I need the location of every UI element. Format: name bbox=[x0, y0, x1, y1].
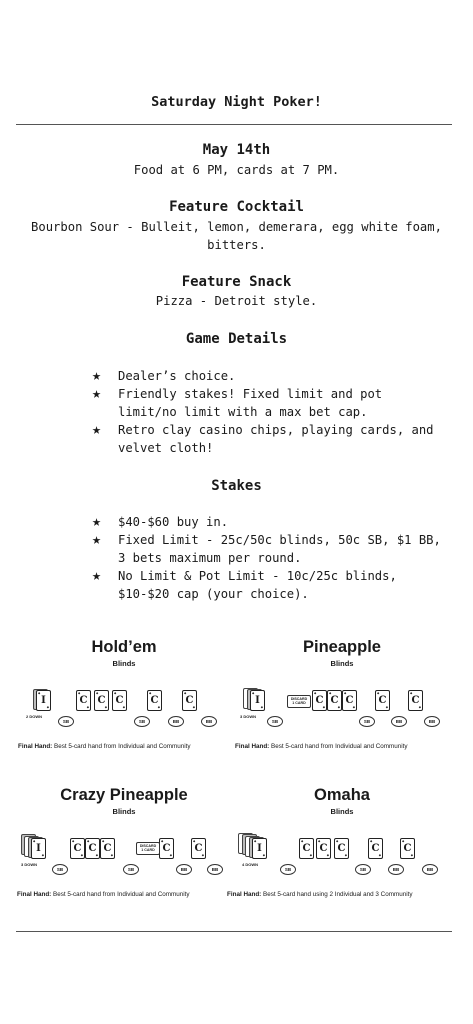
card-corner: ◆ bbox=[385, 705, 388, 709]
star-icon: ★ bbox=[92, 566, 102, 584]
community-card bbox=[400, 838, 415, 859]
star-icon: ★ bbox=[92, 530, 102, 548]
discard-line: DISCARD bbox=[290, 696, 308, 701]
cocktail-heading: Feature Cocktail bbox=[169, 199, 304, 215]
community-card bbox=[85, 838, 100, 859]
card-letter: C bbox=[79, 695, 88, 706]
card-corner: ◆ bbox=[336, 839, 339, 843]
game-name: Pineapple bbox=[303, 638, 381, 656]
community-card bbox=[191, 838, 206, 859]
down-count-label: 4 DOWN bbox=[242, 862, 258, 867]
star-icon: ★ bbox=[92, 512, 102, 530]
card-corner: ◆ bbox=[318, 839, 321, 843]
card-letter: C bbox=[337, 843, 346, 854]
game-details-list bbox=[92, 367, 447, 457]
cocktail-text: Bourbon Sour - Bulleit, lemon, demerara, egg white foam, bitters. bbox=[31, 220, 442, 252]
stakes-heading: Stakes bbox=[211, 478, 262, 494]
individual-card bbox=[36, 690, 51, 711]
down-count-label: 2 DOWN bbox=[26, 714, 42, 719]
card-corner: ◆ bbox=[86, 705, 89, 709]
card-letter: I bbox=[255, 695, 260, 706]
community-card bbox=[408, 690, 423, 711]
card-corner: ◆ bbox=[96, 691, 99, 695]
card-letter: C bbox=[302, 843, 311, 854]
card-corner: ◆ bbox=[252, 691, 255, 695]
final-hand-desc: Best 5-card hand from Individual and Community bbox=[54, 743, 191, 750]
list-item: ★ $40-$60 buy in. bbox=[92, 512, 229, 530]
small-blind-chip: SB bbox=[52, 864, 68, 875]
discard-badge bbox=[287, 695, 311, 708]
card-corner: ◆ bbox=[344, 853, 347, 857]
card-corner: ◆ bbox=[122, 705, 125, 709]
small-blind-chip: SB bbox=[267, 716, 283, 727]
page-title: Saturday Night Poker! bbox=[151, 94, 322, 110]
down-count-label: 3 DOWN bbox=[21, 862, 37, 867]
card-corner: ◆ bbox=[184, 691, 187, 695]
final-hand-label: Final Hand: bbox=[227, 891, 262, 898]
card-corner: ◆ bbox=[418, 705, 421, 709]
community-card bbox=[334, 838, 349, 859]
card-corner: ◆ bbox=[157, 705, 160, 709]
blinds-label: Blinds bbox=[112, 659, 136, 668]
blinds-label: Blinds bbox=[330, 807, 354, 816]
community-card bbox=[76, 690, 91, 711]
snack-text: Pizza - Detroit style. bbox=[155, 294, 318, 308]
individual-card bbox=[250, 690, 265, 711]
card-corner: ◆ bbox=[192, 705, 195, 709]
final-hand-text bbox=[227, 891, 452, 898]
card-corner: ◆ bbox=[41, 853, 44, 857]
small-blind-chip: SB bbox=[123, 864, 139, 875]
card-corner: ◆ bbox=[102, 839, 105, 843]
card-letter: C bbox=[315, 695, 324, 706]
community-card bbox=[100, 838, 115, 859]
final-hand-label: Final Hand: bbox=[18, 743, 53, 750]
card-corner: ◆ bbox=[78, 691, 81, 695]
blinds-label: Blinds bbox=[330, 659, 354, 668]
card-corner: ◆ bbox=[329, 691, 332, 695]
card-letter: C bbox=[162, 843, 171, 854]
list-item: ★ Dealer’s choice. bbox=[92, 366, 236, 384]
final-hand-label: Final Hand: bbox=[17, 891, 52, 898]
card-corner: ◆ bbox=[169, 853, 172, 857]
small-blind-chip: SB bbox=[280, 864, 296, 875]
stakes-list bbox=[92, 513, 447, 603]
community-card bbox=[312, 690, 327, 711]
card-corner: ◆ bbox=[410, 853, 413, 857]
card-corner: ◆ bbox=[149, 691, 152, 695]
final-hand-text bbox=[18, 743, 243, 750]
card-corner: ◆ bbox=[262, 853, 265, 857]
card-corner: ◆ bbox=[309, 853, 312, 857]
big-blind-chip: BB bbox=[424, 716, 440, 727]
individual-card bbox=[31, 838, 46, 859]
card-corner: ◆ bbox=[402, 839, 405, 843]
card-corner: ◆ bbox=[114, 691, 117, 695]
community-card bbox=[182, 690, 197, 711]
card-corner: ◆ bbox=[370, 839, 373, 843]
game-name: Crazy Pineapple bbox=[60, 786, 188, 804]
community-card bbox=[368, 838, 383, 859]
card-corner: ◆ bbox=[410, 691, 413, 695]
big-blind-chip: BB bbox=[168, 716, 184, 727]
game-omaha bbox=[227, 786, 452, 898]
discard-line: 1 CARD bbox=[292, 700, 306, 705]
card-letter: I bbox=[41, 695, 46, 706]
star-icon: ★ bbox=[92, 366, 102, 384]
card-corner: ◆ bbox=[378, 853, 381, 857]
individual-card bbox=[252, 838, 267, 859]
community-card bbox=[316, 838, 331, 859]
game-details-heading: Game Details bbox=[185, 331, 288, 347]
card-letter: C bbox=[88, 843, 97, 854]
small-blind-chip: SB bbox=[359, 716, 375, 727]
big-blind-chip: BB bbox=[176, 864, 192, 875]
community-card bbox=[94, 690, 109, 711]
down-count-label: 3 DOWN bbox=[240, 714, 256, 719]
date-text: Food at 6 PM, cards at 7 PM. bbox=[133, 163, 340, 177]
card-letter: C bbox=[411, 695, 420, 706]
final-hand-desc: Best 5-card hand from Individual and Community bbox=[53, 891, 190, 898]
star-icon: ★ bbox=[92, 384, 102, 402]
card-corner: ◆ bbox=[322, 705, 325, 709]
top-divider bbox=[16, 124, 452, 125]
discard-badge bbox=[136, 842, 160, 855]
card-corner: ◆ bbox=[201, 853, 204, 857]
card-corner: ◆ bbox=[33, 839, 36, 843]
discard-line: DISCARD bbox=[139, 843, 157, 848]
card-letter: C bbox=[97, 695, 106, 706]
small-blind-chip: SB bbox=[134, 716, 150, 727]
date-heading: May 14th bbox=[202, 142, 271, 158]
card-corner: ◆ bbox=[46, 705, 49, 709]
card-letter: C bbox=[378, 695, 387, 706]
community-card bbox=[327, 690, 342, 711]
card-corner: ◆ bbox=[260, 705, 263, 709]
final-hand-text bbox=[17, 891, 242, 898]
game-pineapple bbox=[232, 638, 452, 748]
discard-line: 1 CARD bbox=[141, 847, 155, 852]
card-corner: ◆ bbox=[87, 839, 90, 843]
card-corner: ◆ bbox=[352, 705, 355, 709]
game-holdem bbox=[14, 638, 234, 748]
final-hand-desc: Best 5-card hand using 2 Individual and 3 Community bbox=[263, 891, 413, 898]
card-letter: C bbox=[115, 695, 124, 706]
big-blind-chip: BB bbox=[422, 864, 438, 875]
game-crazy-pineapple bbox=[14, 786, 234, 896]
card-corner: ◆ bbox=[254, 839, 257, 843]
community-card bbox=[342, 690, 357, 711]
card-letter: C bbox=[319, 843, 328, 854]
final-hand-text bbox=[235, 743, 460, 750]
card-corner: ◆ bbox=[38, 691, 41, 695]
card-corner: ◆ bbox=[72, 839, 75, 843]
community-card bbox=[159, 838, 174, 859]
list-item: ★ Retro clay casino chips, playing cards, and velvet cloth! bbox=[92, 420, 434, 455]
snack-heading: Feature Snack bbox=[181, 274, 292, 290]
card-letter: C bbox=[403, 843, 412, 854]
card-letter: C bbox=[103, 843, 112, 854]
card-letter: C bbox=[150, 695, 159, 706]
big-blind-chip: BB bbox=[201, 716, 217, 727]
big-blind-chip: BB bbox=[388, 864, 404, 875]
final-hand-desc: Best 5-card hand from Individual and Community bbox=[271, 743, 408, 750]
big-blind-chip: BB bbox=[391, 716, 407, 727]
card-corner: ◆ bbox=[314, 691, 317, 695]
card-corner: ◆ bbox=[344, 691, 347, 695]
card-corner: ◆ bbox=[301, 839, 304, 843]
game-name: Omaha bbox=[314, 786, 370, 804]
card-letter: C bbox=[185, 695, 194, 706]
community-card bbox=[299, 838, 314, 859]
community-card bbox=[147, 690, 162, 711]
list-item: ★ Fixed Limit - 25c/50c blinds, 50c SB, $1 BB, 3 bets maximum per round. bbox=[92, 530, 441, 565]
card-corner: ◆ bbox=[161, 839, 164, 843]
card-letter: C bbox=[345, 695, 354, 706]
card-letter: I bbox=[257, 843, 262, 854]
community-card bbox=[112, 690, 127, 711]
card-corner: ◆ bbox=[110, 853, 113, 857]
card-corner: ◆ bbox=[337, 705, 340, 709]
card-corner: ◆ bbox=[80, 853, 83, 857]
card-letter: I bbox=[36, 843, 41, 854]
card-corner: ◆ bbox=[104, 705, 107, 709]
card-corner: ◆ bbox=[377, 691, 380, 695]
list-item: ★ Friendly stakes! Fixed limit and pot limit/no limit with a max bet cap. bbox=[92, 384, 383, 419]
community-card bbox=[375, 690, 390, 711]
community-card bbox=[70, 838, 85, 859]
card-letter: C bbox=[194, 843, 203, 854]
card-letter: C bbox=[330, 695, 339, 706]
blinds-label: Blinds bbox=[112, 807, 136, 816]
star-icon: ★ bbox=[92, 420, 102, 438]
small-blind-chip: SB bbox=[58, 716, 74, 727]
big-blind-chip: BB bbox=[207, 864, 223, 875]
small-blind-chip: SB bbox=[355, 864, 371, 875]
game-name: Hold’em bbox=[91, 638, 157, 656]
list-item: ★ No Limit & Pot Limit - 10c/25c blinds, $10-$20 cap (your choice). bbox=[92, 566, 397, 601]
card-corner: ◆ bbox=[95, 853, 98, 857]
bottom-divider bbox=[16, 931, 452, 932]
final-hand-label: Final Hand: bbox=[235, 743, 270, 750]
card-corner: ◆ bbox=[193, 839, 196, 843]
card-letter: C bbox=[73, 843, 82, 854]
card-corner: ◆ bbox=[326, 853, 329, 857]
card-letter: C bbox=[371, 843, 380, 854]
